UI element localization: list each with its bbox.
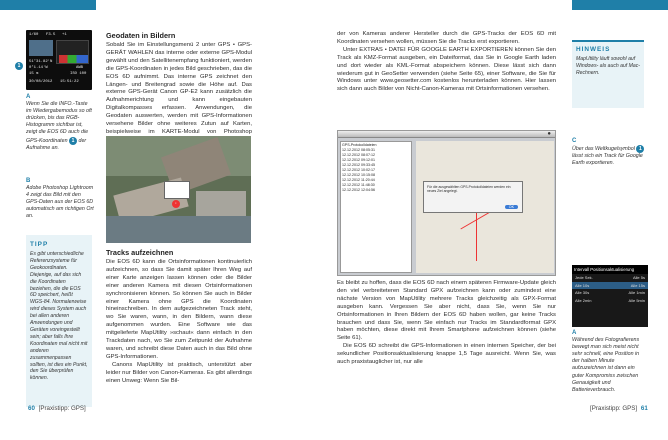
readout-lon: 0°1.14'W: [29, 66, 48, 70]
section-label: Praxistipp: GPS: [591, 405, 636, 412]
marker-icon: 1: [15, 62, 23, 70]
table-row: Alle 30s Alle 1min: [575, 290, 645, 295]
marker-icon: 1: [636, 145, 644, 153]
marker-icon: ·: [172, 200, 180, 208]
maputility-screenshot: [337, 130, 556, 276]
caption-c: C Über das Weltkugelsymbol 1 lässt sich ein Track für Google Earth exportieren.: [572, 138, 643, 167]
table-row: Alle 10s Alle 15s: [572, 282, 648, 290]
caption-a: A Wenn Sie die INFO.-Taste im Wiedergabemodus so oft drücken, bis das RGB-Histogramm sichtbar ist, zeigt die EOS 6D auch die GPS-Koordinaten 1 der Aufnahme an.: [26, 94, 92, 151]
table-title: Intervall Positionsaktualisierung: [572, 265, 648, 274]
camera-playback-screenshot: [26, 30, 92, 90]
body-text-4: Es bleibt zu hoffen, dass die EOS 6D nach einem späteren Firmware-Update gleich den viel verbreiteteren Standard GPX aufzeichnen kann oder zumindest eine nächste Version von MapUtility mehrere Tracks gleichzeitig als GPX-Format ausgeben kann. Vergessen Sie aber nicht, dass Sie, wenn Sie nur Ortsinformationen in Ihren Bildern der EOS 6D haben wollen, gar keine Tracks brauchen und dass Sie, wenn Sie einfach nur Tracks im Standardformat GPX haben möchten, diese direkt mit Ihrem Smartphone aufzeichnen können (siehe Seite 61). Die EOS 6D schreibt die GPS-Informationen in einen internen Speicher, der bei sekundlicher Positionsaktualisierung knappe 1,5 Tage ausreicht. Wenn Sie, was auch praxistauglicher ist, nur alle: [337, 280, 556, 366]
heading-geodaten: Geodaten in Bildern: [106, 31, 176, 40]
aerial-map-image: [106, 136, 251, 243]
marker-icon: 1: [69, 137, 77, 145]
readout: F3.5: [46, 33, 56, 37]
readout: 1/60: [29, 33, 39, 37]
table-row: Alle 2min Alle 5min: [575, 297, 645, 303]
tipp-box: [26, 235, 92, 407]
page-number: 60: [28, 405, 35, 412]
hinweis-text: MapUtility läuft sowohl auf Windows- als auch auf Mac-Rechnern.: [576, 56, 640, 76]
caption-b: B Adobe Photoshop Lightroom 4 zeigt das Bild mit den GPS-Daten aus der EOS 6D automatisch am richtigen Ort an.: [26, 178, 94, 220]
track-list: GPS-Protokolldateien 12.12.2012 08:05:31 12.12.2012 08:07:12 12.12.2012 09:12:01 12.12.2012 09:33:45 12.12.2012 10:02:17 12.12.2012 10:15:08 12.12.2012 11:20:44 12.12.2012 11:48:30 12.12.2012 12:04:56: [340, 141, 412, 273]
body-text-1: Geodaten in Bildern Sobald Sie im Einstellungsmenü 2 unter GPS • GPS-GERÄT WAHLEN das interne oder externe GPS-Modul gewählt und den Satellitenempfang funktioniert, werden die GPS-Koordinaten in jedes Bild geschrieben, das die EOS 6D aufnimmt. Das interne GPS zeichnet den Längen- und Breitengrad sowie die Höhe auf. Das externe GPS-Gerät Canon GP-E2 kann zusätzlich die Aufnahmerichtung und kann eingebauten Digitalkompasses erfassen. Anwendungen, die Geodaten auswerten, werden mit GPS-Informationen versehene Bilder ohne weiteres Zutun auf Karten, beispielweise im KARTE-Modul von Photoshop: [106, 31, 252, 135]
globe-icon[interactable]: ●: [547, 131, 551, 137]
table-row: Jede Sek. Alle 5s: [575, 275, 645, 280]
dialog-message: Für die ausgewählten GPS-Protokolldateien werden ein neues Ziel angelegt.: [427, 185, 511, 194]
readout: ISO 100: [70, 72, 87, 76]
section-label: Praxistipp: GPS: [40, 405, 85, 412]
page-number: 61: [640, 405, 648, 412]
body-text-2: Tracks aufzeichnen Die EOS 6D kann die Ortsinformationen kontinuierlich aufzeichnen, so dass Sie damit später Ihren Weg auf einer Karte anzeigen lassen können oder die Bilder einer anderen Kamera mit diesen Ortsinformationen synchronisieren können. So können Sie auch in Bilder einer Kamera ohne GPS die Koordinaten hineinschreiben. In dem aufgezeichneten Track steht, wo Sie waren, wann, in den Bildern, wann diese aufgenommen wurden. Eine Software wie das mitgelieferte MapUtility »schaut« dann einfach in den Trackdaten nach, wo Sie zum Zeitpunkt der Aufnahme waren, und schreibt diese Daten auch in das Bild ohne GPS-Informationen. Canons MapUtility ist praktisch, unterstützt aber leider nur Bilder von Canon-Kameras. Es gibt allerdings einen Unweg: Wenn Sie Bil-: [106, 248, 252, 384]
hinweis-title: HINWEIS: [576, 46, 611, 53]
header-band-right: [572, 0, 668, 10]
tipp-title: TIPP: [30, 241, 49, 248]
histogram: [56, 40, 89, 64]
readout-date: 30/08/2012: [29, 80, 53, 84]
caption-d: A Während des Fotografierens bewegt man sich meist nicht sehr schnell, eine Position in der halben Minute aufzuzeichnen ist dann ein guter Kompromiss zwischen Genauigkeit und Batterieverbrauch.: [572, 330, 640, 393]
tipp-text: Es gibt unterschiedliche Referenzsysteme für Geokoordinaten. Diejenige, auf das sich die Koordinaten beziehen, die die EOS 6D speichert, heißt WGS-84. Normalerweise wird dieses System auch bei allen anderen Anwendungen und Geräten voreingestellt sein; aber falls Ihre Koordinaten mal nicht mit anderen zusammenpassen sollten, ist dies ein Punkt, den Sie überprüfen können.: [30, 251, 88, 382]
footer-left: 60 [Praxistipp: GPS]: [28, 405, 86, 412]
header-band-left: [0, 0, 96, 10]
heading-tracks: Tracks aufzeichnen: [106, 248, 174, 257]
readout-lat: 51°31.82'N: [29, 60, 53, 64]
readout-time: 15:51:22: [60, 80, 79, 84]
footer-right: [Praxistipp: GPS] 61: [590, 405, 648, 412]
interval-table: [572, 265, 648, 327]
hinweis-box: [572, 40, 644, 108]
readout: AWB: [76, 66, 84, 70]
body-text-3: der von Kameras anderer Hersteller durch die GPS-Tracks der EOS 6D mit Koordinaten versehen wollen, müssen Sie die Tracks erst exportieren. Unter EXTRAS • DATEI FÜR GOOGLE EARTH EXPORTIEREN können Sie den Track als KMZ-Format ausgeben, ein Dateiformat, das Sie in Google Earth laden und dort wieder als KML-Format abspeichern können. Diese lässt sich dann wiederum gut in GeoSetter verwenden (siehe Seite 65), einer Software, die Sie für Windows unter www.geosetter.com kostenlos herunterladen können. Hier lassen sich dann auch Bilder von Nicht-Canon-Kameras mit Ortsinformationen versehen.: [337, 31, 556, 93]
readout: +1: [62, 33, 67, 37]
thumbnail: [29, 40, 53, 56]
export-dialog: [423, 181, 523, 213]
ok-button[interactable]: OK: [505, 205, 518, 209]
readout-alt: 15 m: [29, 72, 39, 76]
